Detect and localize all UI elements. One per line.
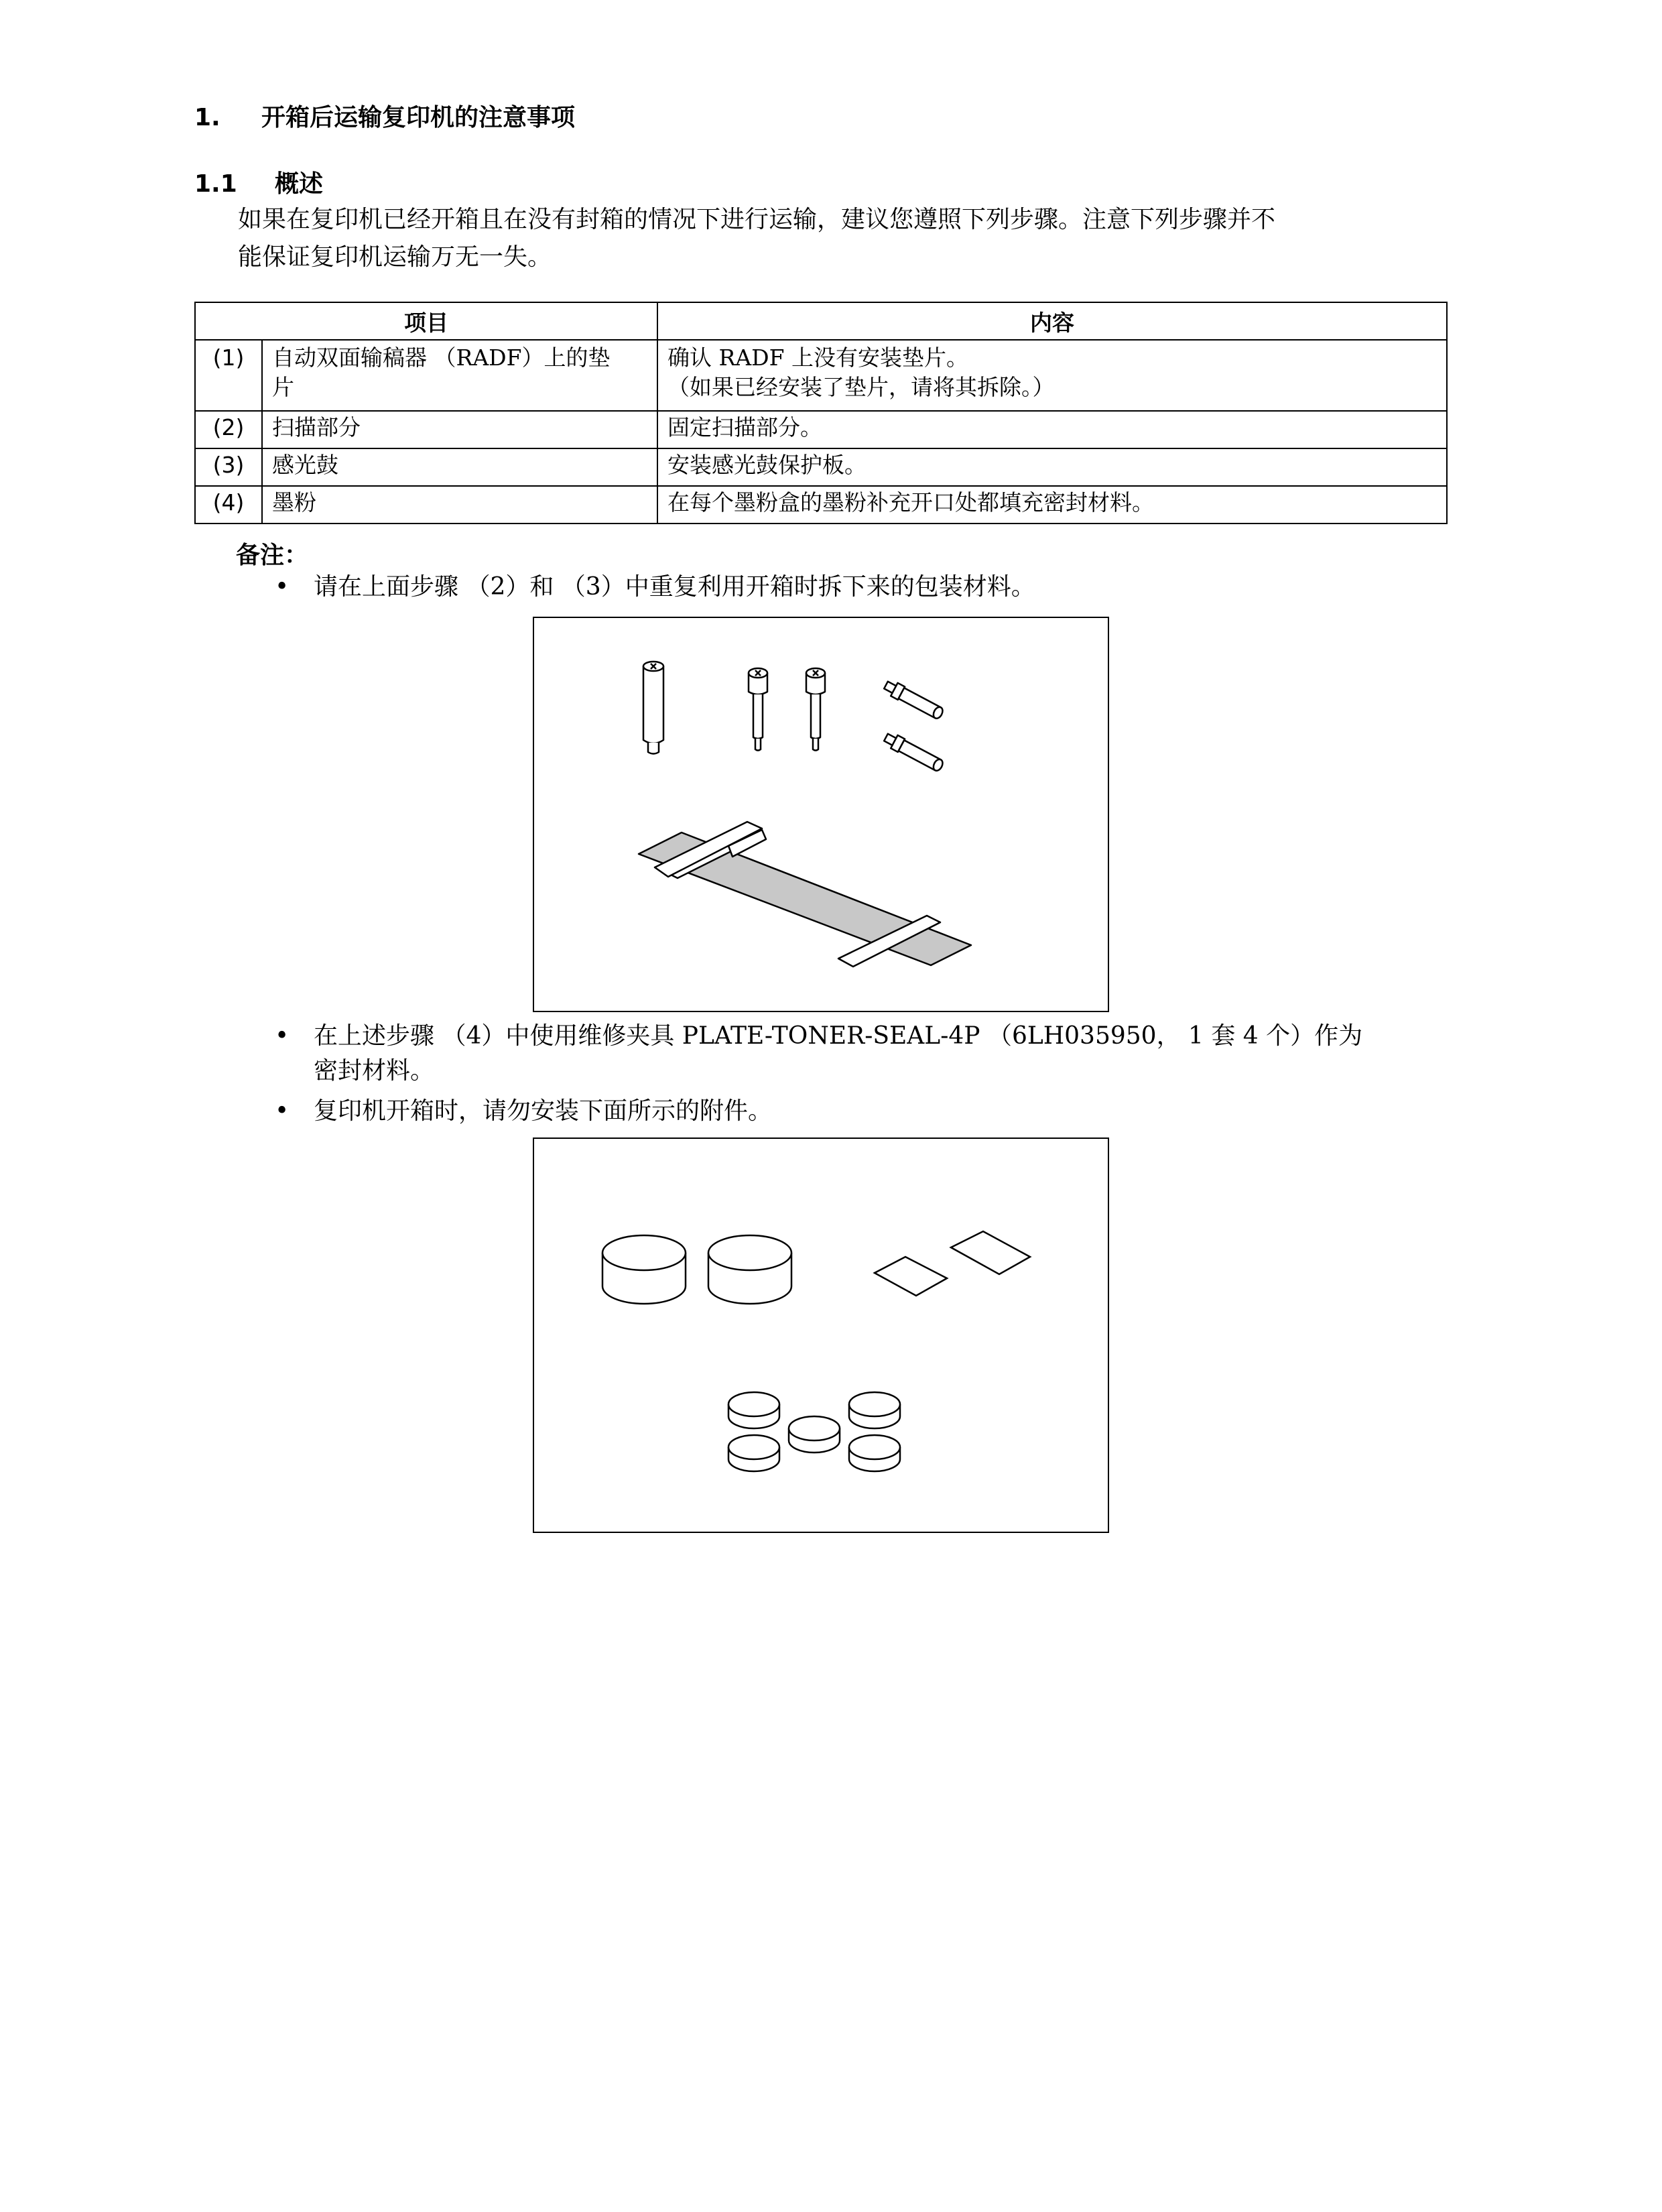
- square-pad-icon: [875, 1257, 947, 1296]
- note-text-line-1: 在上述步骤 （4）中使用维修夹具 PLATE-TONER-SEAL-4P （6LH035950， 1 套 4 个）作为: [314, 1022, 1363, 1050]
- notes-title: 备注：: [236, 542, 309, 569]
- screw-icon: [806, 668, 825, 751]
- section-title: 开箱后运输复印机的注意事项: [261, 104, 576, 131]
- row-item-line-1: 自动双面输稿器 （RADF）上的垫: [272, 345, 611, 371]
- subsection-title: 概述: [275, 170, 324, 198]
- bolt-icon: [883, 731, 945, 774]
- header-item: 项目: [195, 302, 657, 340]
- note-bullet-1: [275, 570, 1035, 605]
- disc-foot-icon: [789, 1416, 840, 1453]
- header-content: 内容: [657, 302, 1447, 340]
- section-number: 1.: [194, 104, 220, 131]
- screw-icon: [749, 668, 767, 751]
- bullet-icon: •: [275, 1022, 290, 1050]
- note-text-line-2: 密封材料。: [314, 1057, 435, 1085]
- row-number: (4): [195, 486, 262, 524]
- note-text: 请在上面步骤 （2）和 （3）中重复利用开箱时拆下来的包装材料。: [314, 573, 1035, 601]
- cylinder-foot-icon: [708, 1235, 791, 1304]
- note-text: 复印机开箱时，请勿安装下面所示的附件。: [314, 1097, 773, 1125]
- intro-line-1: 如果在复印机已经开箱且在没有封箱的情况下进行运输，建议您遵照下列步骤。注意下列步骤并不: [238, 206, 1276, 233]
- section-heading: [194, 99, 575, 133]
- row-number: (1): [195, 340, 262, 411]
- table-row: [195, 448, 1447, 486]
- disc-foot-icon: [849, 1392, 900, 1428]
- accessories-drawing: [534, 1139, 1108, 1532]
- intro-line-2: 能保证复印机运输万无一失。: [238, 243, 552, 271]
- row-item: 墨粉: [262, 486, 657, 524]
- bullet-icon: •: [275, 573, 290, 601]
- intro-paragraph: [238, 201, 1437, 276]
- accessories-figure: [533, 1138, 1109, 1533]
- note-bullet-3: [275, 1094, 773, 1129]
- row-number: (2): [195, 411, 262, 448]
- subsection-heading: [194, 165, 323, 199]
- table-row: [195, 411, 1447, 448]
- row-content-line-2: （如果已经安装了垫片，请将其拆除。）: [667, 374, 1055, 400]
- tape-strip-icon: [639, 822, 971, 967]
- table-header-row: [195, 302, 1447, 340]
- row-item: 感光鼓: [262, 448, 657, 486]
- row-content: [657, 340, 1447, 411]
- bolt-icon: [883, 678, 945, 721]
- disc-foot-icon: [849, 1435, 900, 1471]
- disc-foot-icon: [728, 1392, 779, 1428]
- cylinder-foot-icon: [602, 1235, 686, 1304]
- disc-foot-icon: [728, 1435, 779, 1471]
- row-content-line-1: 确认 RADF 上没有安装垫片。: [667, 345, 969, 371]
- packing-materials-drawing: [534, 618, 1108, 1011]
- row-item: 扫描部分: [262, 411, 657, 448]
- subsection-number: 1.1: [194, 170, 237, 198]
- row-item-line-2: 片: [272, 374, 294, 400]
- table-row: [195, 486, 1447, 524]
- note-bullet-2: [275, 1019, 1453, 1089]
- row-content: 安装感光鼓保护板。: [657, 448, 1447, 486]
- procedure-table: [194, 302, 1448, 524]
- square-pad-icon: [951, 1231, 1030, 1274]
- row-content: 固定扫描部分。: [657, 411, 1447, 448]
- bullet-icon: •: [275, 1097, 290, 1125]
- row-content: 在每个墨粉盒的墨粉补充开口处都填充密封材料。: [657, 486, 1447, 524]
- row-item: [262, 340, 657, 411]
- pin-icon: [643, 662, 663, 754]
- row-number: (3): [195, 448, 262, 486]
- packing-materials-figure: [533, 617, 1109, 1012]
- table-row: [195, 340, 1447, 411]
